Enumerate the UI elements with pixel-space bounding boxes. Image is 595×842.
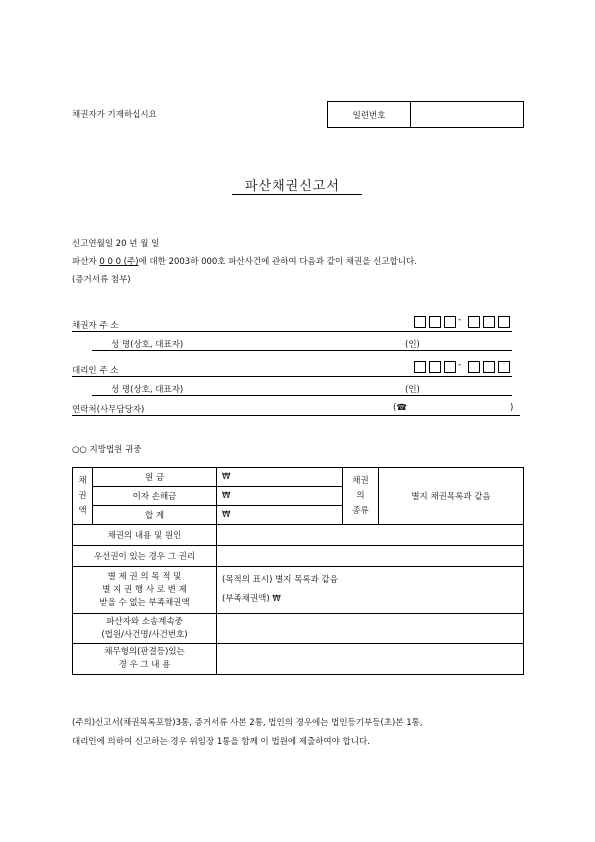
creditor-address-label: 채권자 주 소 (72, 321, 119, 331)
bankrupt-label: 파산자 (72, 257, 100, 267)
serial-number-field[interactable] (411, 102, 524, 128)
contact-open: (☎ (393, 403, 407, 413)
principal-label: 원 금 (93, 468, 217, 487)
serial-number-box (327, 101, 524, 128)
claim-amount-header: 채 권 액 (73, 468, 93, 525)
title-underline (232, 194, 362, 195)
creditor-address-line[interactable] (72, 331, 512, 332)
principal-field[interactable] (217, 468, 343, 487)
won-sign: ₩ (222, 472, 231, 482)
creditor-name-label: 성 명(상호, 대표자) (111, 340, 184, 350)
note-line-2: 대리인에 의하여 신고하는 경우 위임장 1통을 함께 이 법원에 제출하여야 합니다. (72, 737, 370, 747)
court-name: ○○ 지방법원 귀중 (72, 445, 142, 455)
separate-object-value: (목적의 표시) 별지 목록과 같음 (222, 575, 338, 585)
interest-field[interactable] (217, 487, 343, 506)
claim-kind-value[interactable]: 별지 채권목록과 같음 (379, 468, 524, 525)
agent-name-label: 성 명(상호, 대표자) (111, 385, 184, 395)
total-label: 합 계 (93, 506, 217, 525)
contact-line[interactable] (72, 415, 520, 416)
agent-address-line[interactable] (72, 376, 512, 377)
creditor-name-line[interactable] (92, 350, 512, 351)
contact-label: 연락처(사무담당자) (72, 405, 145, 415)
won-sign: ₩ (222, 491, 231, 501)
bankrupt-name: 0 0 0 (주) (99, 257, 139, 267)
report-date-line: 신고연월일 20 년 월 일 (72, 239, 160, 249)
content-field[interactable] (217, 525, 524, 546)
claim-kind-header: 채권 의 종류 (343, 468, 379, 525)
interest-label: 이자 손해금 (93, 487, 217, 506)
document-title: 파산채권신고서 (245, 179, 340, 194)
note-line-1: (주의)신고서(채권목록포함)3통, 증거서류 사본 2통, 법인의 경우에는 법인등기부등(초)본 1통, (72, 718, 423, 728)
creditor-seal: (인) (405, 340, 420, 350)
claims-table (72, 467, 524, 675)
intro-rest: 에 대한 2003하 000호 파산사건에 관하여 다음과 같이 채권을 신고합니다. (138, 257, 417, 267)
intro-line-1 (72, 255, 417, 267)
priority-field[interactable] (217, 546, 524, 567)
contact-close: ) (510, 403, 514, 413)
content-label: 채권의 내용 및 원인 (73, 525, 217, 546)
lawsuit-label: 파산자와 소송계속중 (법원/사건명/사건번호) (73, 614, 217, 644)
separate-right-label: 별 제 권 의 목 적 및 별 지 권 행 사 로 변 제 받을 수 없는 부족채권액 (73, 567, 217, 614)
agent-address-label: 대리인 주 소 (72, 366, 119, 376)
separate-right-field[interactable] (217, 567, 524, 614)
intro-line-2: (증거서류 첨부) (72, 275, 131, 285)
agent-seal: (인) (405, 385, 420, 395)
shortfall-value: (부족채권액) ₩ (222, 594, 281, 604)
agent-name-line[interactable] (92, 395, 512, 396)
debt-title-label: 채무형의(판결등)있는 경 우 그 내 용 (73, 644, 217, 675)
lawsuit-field[interactable] (217, 614, 524, 644)
serial-number-label: 일련번호 (328, 102, 411, 128)
priority-label: 우선권이 있는 경우 그 권리 (73, 546, 217, 567)
total-field[interactable] (217, 506, 343, 525)
won-sign: ₩ (222, 510, 231, 520)
instruction-text: 채권자가 기재하십시요 (72, 110, 157, 120)
debt-title-field[interactable] (217, 644, 524, 675)
